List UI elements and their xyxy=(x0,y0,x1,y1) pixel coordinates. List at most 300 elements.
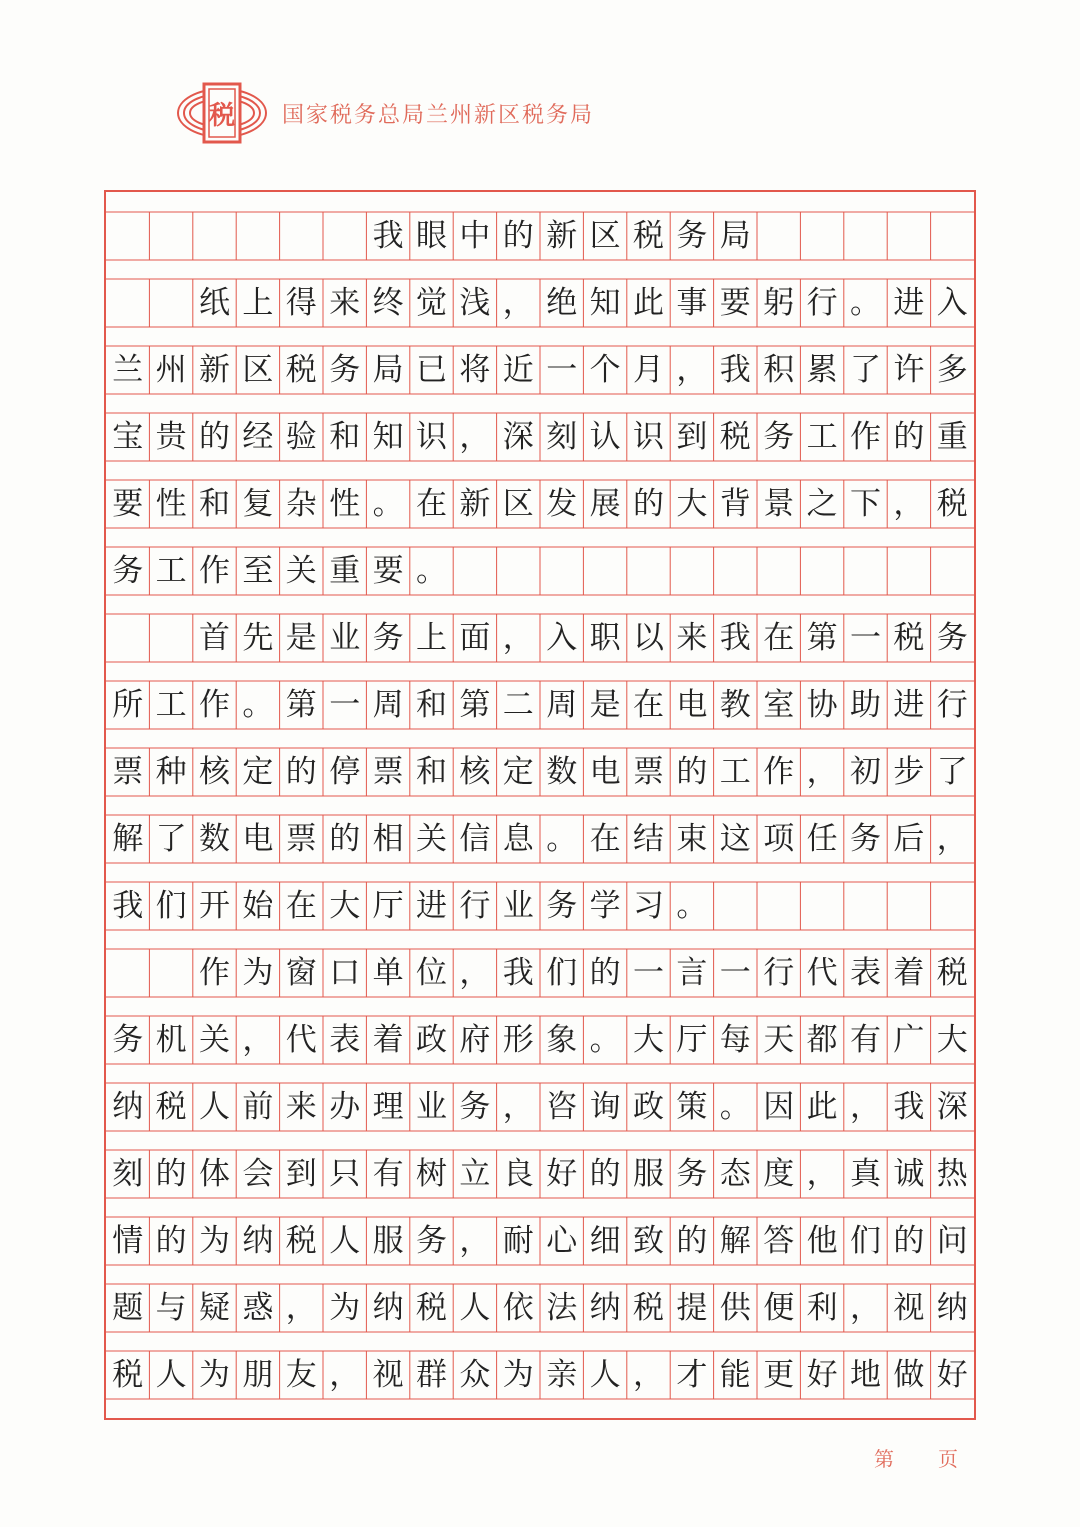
character-cell: 在 xyxy=(589,820,621,857)
character-cell: 才 xyxy=(676,1356,708,1393)
manuscript-grid xyxy=(106,192,974,1418)
character-cell: ， xyxy=(502,619,534,656)
letterhead xyxy=(176,78,594,148)
character-cell: 的 xyxy=(198,418,230,455)
character-cell xyxy=(714,882,757,930)
character-cell: 景 xyxy=(763,485,795,522)
character-cell: 在 xyxy=(415,485,447,522)
character-cell xyxy=(670,547,713,595)
character-cell: 已 xyxy=(415,351,447,388)
character-cell: 近 xyxy=(502,351,534,388)
character-cell: 面 xyxy=(459,619,491,656)
text-row xyxy=(106,346,974,394)
text-row xyxy=(106,681,974,729)
character-cell: 电 xyxy=(589,753,621,790)
character-cell: 首 xyxy=(198,619,230,656)
character-cell: 策 xyxy=(676,1088,708,1125)
character-cell: 贵 xyxy=(155,418,187,455)
character-cell xyxy=(236,212,279,260)
character-cell: 识 xyxy=(415,418,447,455)
character-cell: 更 xyxy=(763,1356,795,1393)
character-cell xyxy=(106,614,149,662)
character-cell: 。 xyxy=(415,552,447,589)
character-cell: 群 xyxy=(415,1356,447,1393)
character-cell xyxy=(497,547,540,595)
character-cell: 我 xyxy=(502,954,534,991)
character-cell: 大 xyxy=(632,1021,664,1058)
character-cell: 地 xyxy=(849,1356,881,1393)
character-cell: 此 xyxy=(632,284,664,321)
character-cell: 区 xyxy=(589,217,621,254)
character-cell: 问 xyxy=(936,1222,968,1259)
character-cell: 步 xyxy=(893,753,925,790)
character-cell: 相 xyxy=(372,820,404,857)
character-cell: 上 xyxy=(415,619,447,656)
character-cell: 业 xyxy=(502,887,534,924)
character-cell: 票 xyxy=(285,820,317,857)
character-cell: 将 xyxy=(459,351,491,388)
character-cell: 背 xyxy=(719,485,751,522)
character-cell: 习 xyxy=(632,887,664,924)
character-cell: 到 xyxy=(285,1155,317,1192)
character-cell: 务 xyxy=(936,619,968,656)
character-cell: 二 xyxy=(502,686,534,723)
character-cell: 法 xyxy=(546,1289,578,1326)
text-row xyxy=(106,1150,974,1198)
character-cell: 区 xyxy=(502,485,534,522)
character-cell: 要 xyxy=(719,284,751,321)
character-cell: 有 xyxy=(849,1021,881,1058)
character-cell xyxy=(887,547,930,595)
character-cell: 眼 xyxy=(415,217,447,254)
character-cell xyxy=(844,547,887,595)
character-cell: 认 xyxy=(589,418,621,455)
character-cell xyxy=(931,212,974,260)
character-cell: 。 xyxy=(546,820,578,857)
character-cell: 识 xyxy=(632,418,664,455)
character-cell: 好 xyxy=(806,1356,838,1393)
character-cell: 厅 xyxy=(372,887,404,924)
character-cell: 税 xyxy=(632,217,664,254)
logo-glyph: 税 xyxy=(208,101,236,131)
character-cell: 。 xyxy=(676,887,708,924)
character-cell: 结 xyxy=(632,820,664,857)
character-cell: 的 xyxy=(155,1155,187,1192)
character-cell: 种 xyxy=(155,753,187,790)
character-cell xyxy=(887,882,930,930)
text-row xyxy=(106,480,974,528)
character-cell: 口 xyxy=(329,954,361,991)
character-cell: 教 xyxy=(719,686,751,723)
character-cell: 良 xyxy=(502,1155,534,1192)
character-cell: 我 xyxy=(893,1088,925,1125)
character-cell: 们 xyxy=(546,954,578,991)
character-cell: 复 xyxy=(242,485,274,522)
page-number-footer xyxy=(874,1443,958,1472)
character-cell xyxy=(800,212,843,260)
character-cell: 了 xyxy=(155,820,187,857)
character-cell: 务 xyxy=(329,351,361,388)
character-cell: 深 xyxy=(936,1088,968,1125)
character-cell: 务 xyxy=(546,887,578,924)
character-cell: 兰 xyxy=(112,351,144,388)
character-cell: 每 xyxy=(719,1021,751,1058)
character-cell: 广 xyxy=(893,1021,925,1058)
character-cell: 纳 xyxy=(372,1289,404,1326)
character-cell: 行 xyxy=(936,686,968,723)
page-label-right: 页 xyxy=(938,1447,958,1471)
character-cell: 情 xyxy=(112,1222,144,1259)
character-cell: 解 xyxy=(719,1222,751,1259)
character-cell xyxy=(149,949,192,997)
character-cell: 性 xyxy=(329,485,361,522)
character-cell: 一 xyxy=(719,954,751,991)
character-cell: 经 xyxy=(242,418,274,455)
character-cell: 大 xyxy=(676,485,708,522)
character-cell: 天 xyxy=(763,1021,795,1058)
character-cell: 个 xyxy=(589,351,621,388)
text-row xyxy=(106,1351,974,1399)
character-cell xyxy=(757,547,800,595)
character-cell: 这 xyxy=(719,820,751,857)
character-cell: 诚 xyxy=(893,1155,925,1192)
character-cell: 视 xyxy=(893,1289,925,1326)
character-cell: 大 xyxy=(329,887,361,924)
character-cell: 束 xyxy=(676,820,708,857)
character-cell: 后 xyxy=(893,820,925,857)
text-row xyxy=(106,882,974,930)
title-row xyxy=(106,212,974,260)
character-cell: 好 xyxy=(546,1155,578,1192)
character-cell: ， xyxy=(849,1289,881,1326)
character-cell xyxy=(323,212,366,260)
text-row xyxy=(106,279,974,327)
character-cell: 在 xyxy=(285,887,317,924)
character-cell: 们 xyxy=(849,1222,881,1259)
character-cell: 亲 xyxy=(546,1356,578,1393)
character-cell: 税 xyxy=(285,351,317,388)
character-cell: ， xyxy=(806,1155,838,1192)
character-cell: ， xyxy=(849,1088,881,1125)
character-cell: 核 xyxy=(459,753,491,790)
character-cell: 局 xyxy=(719,217,751,254)
character-cell: 票 xyxy=(112,753,144,790)
character-cell: 服 xyxy=(632,1155,664,1192)
character-cell: 体 xyxy=(198,1155,230,1192)
character-cell: 他 xyxy=(806,1222,838,1259)
character-cell: 第 xyxy=(459,686,491,723)
character-cell: 。 xyxy=(242,686,274,723)
character-cell: 利 xyxy=(806,1289,838,1326)
character-cell: 和 xyxy=(415,686,447,723)
character-cell: 业 xyxy=(415,1088,447,1125)
character-cell: 周 xyxy=(546,686,578,723)
character-cell: 务 xyxy=(372,619,404,656)
character-cell: 做 xyxy=(893,1356,925,1393)
text-row xyxy=(106,547,974,595)
character-cell: 。 xyxy=(589,1021,621,1058)
character-cell: 此 xyxy=(806,1088,838,1125)
character-cell: 工 xyxy=(806,418,838,455)
character-cell: 税 xyxy=(155,1088,187,1125)
character-cell: 累 xyxy=(806,351,838,388)
character-cell: 朋 xyxy=(242,1356,274,1393)
character-cell: 府 xyxy=(459,1021,491,1058)
character-cell: 形 xyxy=(502,1021,534,1058)
character-cell: 税 xyxy=(893,619,925,656)
character-cell: 绝 xyxy=(546,284,578,321)
character-cell: 工 xyxy=(719,753,751,790)
character-cell: 许 xyxy=(893,351,925,388)
character-cell: 和 xyxy=(198,485,230,522)
character-cell: ， xyxy=(806,753,838,790)
character-cell: 态 xyxy=(719,1155,751,1192)
character-cell: 疑 xyxy=(198,1289,230,1326)
character-cell: 重 xyxy=(936,418,968,455)
character-cell: 第 xyxy=(285,686,317,723)
character-cell: 数 xyxy=(198,820,230,857)
character-cell: 答 xyxy=(763,1222,795,1259)
character-cell: 树 xyxy=(415,1155,447,1192)
character-cell: 和 xyxy=(415,753,447,790)
character-cell: 解 xyxy=(112,820,144,857)
character-cell: 务 xyxy=(763,418,795,455)
character-cell: 税 xyxy=(936,485,968,522)
character-cell: 是 xyxy=(589,686,621,723)
character-cell: 都 xyxy=(806,1021,838,1058)
character-cell: 前 xyxy=(242,1088,274,1125)
character-cell xyxy=(106,212,149,260)
character-cell: 要 xyxy=(372,552,404,589)
character-cell: 觉 xyxy=(415,284,447,321)
character-cell: 的 xyxy=(329,820,361,857)
character-cell xyxy=(714,547,757,595)
page-label-left: 第 xyxy=(874,1447,894,1471)
character-cell xyxy=(583,547,626,595)
character-cell: ， xyxy=(502,1088,534,1125)
character-cell: 机 xyxy=(155,1021,187,1058)
character-cell: 表 xyxy=(329,1021,361,1058)
character-cell: ， xyxy=(459,1222,491,1259)
character-cell: 工 xyxy=(155,686,187,723)
character-cell: 位 xyxy=(415,954,447,991)
character-cell: 便 xyxy=(763,1289,795,1326)
character-cell: ， xyxy=(676,351,708,388)
character-cell: 窗 xyxy=(285,954,317,991)
character-cell: 依 xyxy=(502,1289,534,1326)
character-cell: 积 xyxy=(763,351,795,388)
character-cell: 立 xyxy=(459,1155,491,1192)
text-row xyxy=(106,413,974,461)
character-cell: 为 xyxy=(329,1289,361,1326)
character-cell: 的 xyxy=(589,954,621,991)
character-cell: 周 xyxy=(372,686,404,723)
character-cell: 事 xyxy=(676,284,708,321)
character-cell: 为 xyxy=(198,1222,230,1259)
character-cell: ， xyxy=(893,485,925,522)
character-cell: 浅 xyxy=(459,284,491,321)
character-cell: 在 xyxy=(632,686,664,723)
character-cell: 的 xyxy=(676,1222,708,1259)
character-cell: 能 xyxy=(719,1356,751,1393)
character-cell: 入 xyxy=(546,619,578,656)
character-cell: 下 xyxy=(849,485,881,522)
character-cell: 知 xyxy=(589,284,621,321)
character-cell: 学 xyxy=(589,887,621,924)
character-cell: 数 xyxy=(546,753,578,790)
character-cell: 项 xyxy=(763,820,795,857)
character-cell: 的 xyxy=(676,753,708,790)
character-cell: 务 xyxy=(676,217,708,254)
character-cell: ， xyxy=(242,1021,274,1058)
character-cell: 纳 xyxy=(936,1289,968,1326)
text-row xyxy=(106,614,974,662)
character-cell: 务 xyxy=(112,1021,144,1058)
character-cell: 厅 xyxy=(676,1021,708,1058)
character-cell: 的 xyxy=(502,217,534,254)
character-cell: 行 xyxy=(459,887,491,924)
character-cell: 关 xyxy=(198,1021,230,1058)
character-cell: 一 xyxy=(849,619,881,656)
character-cell: 大 xyxy=(936,1021,968,1058)
character-cell: 为 xyxy=(242,954,274,991)
character-cell: 宝 xyxy=(112,418,144,455)
character-cell: 细 xyxy=(589,1222,621,1259)
character-cell: 供 xyxy=(719,1289,751,1326)
character-cell: 入 xyxy=(936,284,968,321)
character-cell: 的 xyxy=(893,418,925,455)
character-cell: 作 xyxy=(198,686,230,723)
character-cell: 单 xyxy=(372,954,404,991)
character-cell: 税 xyxy=(415,1289,447,1326)
character-cell: 工 xyxy=(155,552,187,589)
character-cell: 定 xyxy=(502,753,534,790)
character-cell: 停 xyxy=(329,753,361,790)
character-cell: 人 xyxy=(329,1222,361,1259)
character-cell: 度 xyxy=(763,1155,795,1192)
character-cell: 和 xyxy=(329,418,361,455)
character-cell: 发 xyxy=(546,485,578,522)
character-cell: 务 xyxy=(849,820,881,857)
character-cell xyxy=(844,212,887,260)
character-cell: 税 xyxy=(936,954,968,991)
text-row xyxy=(106,748,974,796)
text-row xyxy=(106,1016,974,1064)
character-cell: 言 xyxy=(676,954,708,991)
character-cell: 与 xyxy=(155,1289,187,1326)
character-cell: 中 xyxy=(459,217,491,254)
character-cell: 只 xyxy=(329,1155,361,1192)
character-cell: 人 xyxy=(589,1356,621,1393)
character-cell xyxy=(149,614,192,662)
character-cell: 进 xyxy=(415,887,447,924)
character-cell: 开 xyxy=(198,887,230,924)
character-cell: 着 xyxy=(893,954,925,991)
character-cell: 税 xyxy=(719,418,751,455)
character-cell: ， xyxy=(459,954,491,991)
tax-bureau-logo-icon xyxy=(176,78,268,148)
character-cell: 室 xyxy=(763,686,795,723)
character-cell: 一 xyxy=(632,954,664,991)
character-cell: 作 xyxy=(849,418,881,455)
character-cell: 以 xyxy=(632,619,664,656)
character-cell: 提 xyxy=(676,1289,708,1326)
character-cell: 的 xyxy=(632,485,664,522)
character-cell: 。 xyxy=(372,485,404,522)
character-cell: ， xyxy=(502,284,534,321)
character-cell: 任 xyxy=(806,820,838,857)
character-cell: 之 xyxy=(806,485,838,522)
character-cell: 票 xyxy=(632,753,664,790)
character-cell: 人 xyxy=(459,1289,491,1326)
character-cell: 我 xyxy=(112,887,144,924)
organization-name: 国家税务总局兰州新区税务局 xyxy=(282,102,595,128)
character-cell: 行 xyxy=(763,954,795,991)
character-cell: 性 xyxy=(155,485,187,522)
character-cell xyxy=(106,279,149,327)
character-cell: 至 xyxy=(242,552,274,589)
character-cell: 躬 xyxy=(763,284,795,321)
character-cell: 展 xyxy=(589,485,621,522)
character-cell: 会 xyxy=(242,1155,274,1192)
character-cell: 要 xyxy=(112,485,144,522)
character-cell: 我 xyxy=(719,351,751,388)
character-cell: 好 xyxy=(936,1356,968,1393)
character-cell: 区 xyxy=(242,351,274,388)
character-cell: 作 xyxy=(198,552,230,589)
character-cell: 电 xyxy=(676,686,708,723)
character-cell: 来 xyxy=(329,284,361,321)
character-cell: 初 xyxy=(849,753,881,790)
character-cell: 我 xyxy=(719,619,751,656)
character-cell: 致 xyxy=(632,1222,664,1259)
text-row xyxy=(106,1217,974,1265)
character-cell: 得 xyxy=(285,284,317,321)
character-cell: 在 xyxy=(763,619,795,656)
character-cell: 上 xyxy=(242,284,274,321)
character-cell: 多 xyxy=(936,351,968,388)
character-cell: 服 xyxy=(372,1222,404,1259)
character-cell: 表 xyxy=(849,954,881,991)
character-cell: 纸 xyxy=(198,284,230,321)
character-cell: 作 xyxy=(763,753,795,790)
character-cell: 纳 xyxy=(242,1222,274,1259)
character-cell: 刻 xyxy=(112,1155,144,1192)
character-cell: 新 xyxy=(198,351,230,388)
character-cell: 第 xyxy=(806,619,838,656)
character-cell: 真 xyxy=(849,1155,881,1192)
character-cell: ， xyxy=(285,1289,317,1326)
character-cell xyxy=(453,547,496,595)
character-cell xyxy=(149,212,192,260)
character-cell: 知 xyxy=(372,418,404,455)
character-cell: 税 xyxy=(285,1222,317,1259)
character-cell: 耐 xyxy=(502,1222,534,1259)
character-cell xyxy=(931,882,974,930)
character-cell: 务 xyxy=(676,1155,708,1192)
character-cell xyxy=(627,547,670,595)
character-cell: 行 xyxy=(806,284,838,321)
character-cell: 核 xyxy=(198,753,230,790)
character-cell: 验 xyxy=(285,418,317,455)
character-cell: 询 xyxy=(589,1088,621,1125)
text-row xyxy=(106,949,974,997)
character-cell: 到 xyxy=(676,418,708,455)
character-cell: 象 xyxy=(546,1021,578,1058)
character-cell xyxy=(757,212,800,260)
character-cell: 是 xyxy=(285,619,317,656)
character-cell: 务 xyxy=(459,1088,491,1125)
